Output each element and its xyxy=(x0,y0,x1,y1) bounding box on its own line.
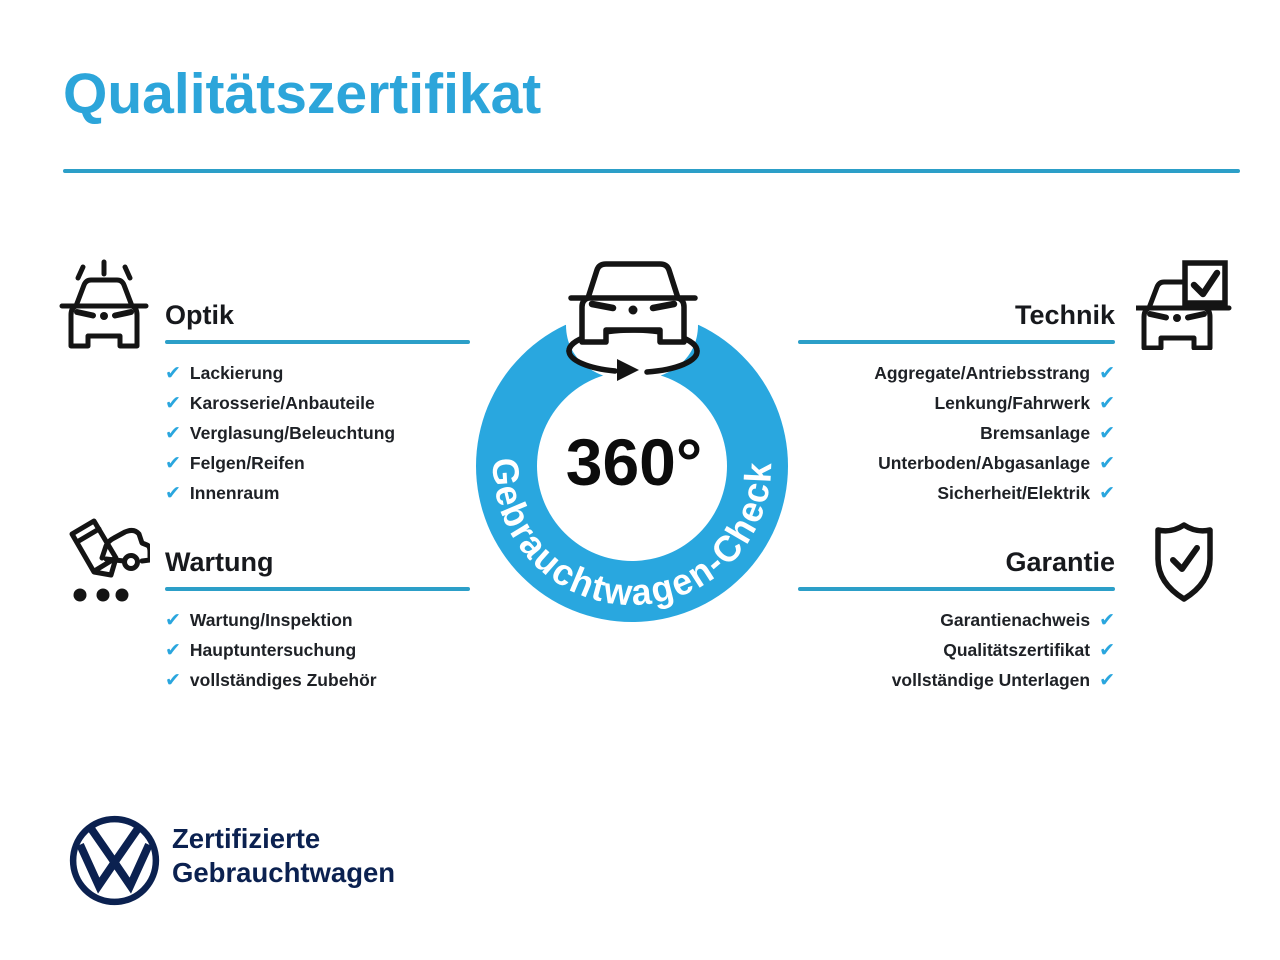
section-divider-optik xyxy=(165,340,470,344)
checklist-item xyxy=(798,358,1115,388)
check-icon: ✔ xyxy=(1099,608,1115,631)
item-label: vollständige Unterlagen xyxy=(891,669,1091,690)
checklist-item xyxy=(165,418,470,448)
section-title-garantie: Garantie xyxy=(1005,547,1115,577)
item-label: vollständiges Zubehör xyxy=(189,669,377,690)
checklist-technik xyxy=(798,358,1115,508)
brand-claim xyxy=(172,822,395,889)
item-label: Wartung/Inspektion xyxy=(189,609,353,630)
section-divider-wartung xyxy=(165,587,470,591)
vw-logo xyxy=(68,814,161,907)
checklist-item xyxy=(165,358,470,388)
page-title: Qualitätszertifikat xyxy=(63,62,542,126)
section-wartung xyxy=(165,542,470,695)
item-label: Lackierung xyxy=(189,362,284,383)
check-icon: ✔ xyxy=(1099,421,1115,444)
section-title-optik: Optik xyxy=(165,300,235,330)
check-icon: ✔ xyxy=(165,668,181,691)
check-icon: ✔ xyxy=(165,638,181,661)
checklist-item xyxy=(165,635,470,665)
item-label: Bremsanlage xyxy=(980,422,1091,443)
item-label: Qualitätszertifikat xyxy=(943,639,1091,660)
item-label: Karosserie/Anbauteile xyxy=(189,392,375,413)
checklist-item xyxy=(165,605,470,635)
car-checkbox-icon xyxy=(1136,258,1234,350)
checklist-item xyxy=(165,448,470,478)
shield-check-icon xyxy=(1152,521,1216,603)
item-label: Sicherheit/Elektrik xyxy=(937,482,1091,503)
checklist-item xyxy=(165,478,470,508)
rotating-car-icon xyxy=(549,251,717,381)
section-divider-technik xyxy=(798,340,1115,344)
section-optik xyxy=(165,295,470,508)
check-icon: ✔ xyxy=(1099,638,1115,661)
item-label: Innenraum xyxy=(189,482,280,503)
item-label: Lenkung/Fahrwerk xyxy=(934,392,1091,413)
section-garantie xyxy=(798,542,1115,695)
item-label: Hauptuntersuchung xyxy=(189,639,357,660)
checklist-optik xyxy=(165,358,470,508)
check-icon: ✔ xyxy=(1099,451,1115,474)
section-divider-garantie xyxy=(798,587,1115,591)
check-icon: ✔ xyxy=(165,361,181,384)
sparkling-car-icon xyxy=(58,258,150,350)
checklist-item xyxy=(798,605,1115,635)
item-label: Garantienachweis xyxy=(940,609,1091,630)
checklist-item xyxy=(798,418,1115,448)
check-icon: ✔ xyxy=(1099,481,1115,504)
check-icon: ✔ xyxy=(165,481,181,504)
section-title-wartung: Wartung xyxy=(165,547,274,577)
checklist-garantie xyxy=(798,605,1115,695)
checklist-item xyxy=(798,635,1115,665)
checklist-item xyxy=(165,388,470,418)
checklist-item xyxy=(798,388,1115,418)
badge-ring-label: Gebrauchtwagen-Check xyxy=(484,456,780,614)
section-title-technik: Technik xyxy=(1014,300,1115,330)
brand-claim-line2: Gebrauchtwagen xyxy=(172,856,396,888)
item-label: Aggregate/Antriebsstrang xyxy=(874,362,1091,383)
checklist-item xyxy=(798,478,1115,508)
title-divider xyxy=(63,169,1240,173)
rotation-arrowhead xyxy=(617,359,639,381)
brand-claim-line1: Zertifizierte xyxy=(172,823,321,854)
check-icon: ✔ xyxy=(1099,361,1115,384)
item-label: Felgen/Reifen xyxy=(189,452,305,473)
check-icon: ✔ xyxy=(1099,391,1115,414)
checklist-item xyxy=(165,665,470,695)
checklist-item xyxy=(798,665,1115,695)
item-label: Verglasung/Beleuchtung xyxy=(189,422,396,443)
check-icon: ✔ xyxy=(165,451,181,474)
badge-degrees: 360° xyxy=(565,425,703,499)
section-technik xyxy=(798,295,1115,508)
check-icon: ✔ xyxy=(165,608,181,631)
check-icon: ✔ xyxy=(1099,668,1115,691)
checklist-wartung xyxy=(165,605,470,695)
check-icon: ✔ xyxy=(165,421,181,444)
item-label: Unterboden/Abgasanlage xyxy=(878,452,1091,473)
checklist-item xyxy=(798,448,1115,478)
check-icon: ✔ xyxy=(165,391,181,414)
pencil-checklist-car-icon xyxy=(58,515,150,607)
